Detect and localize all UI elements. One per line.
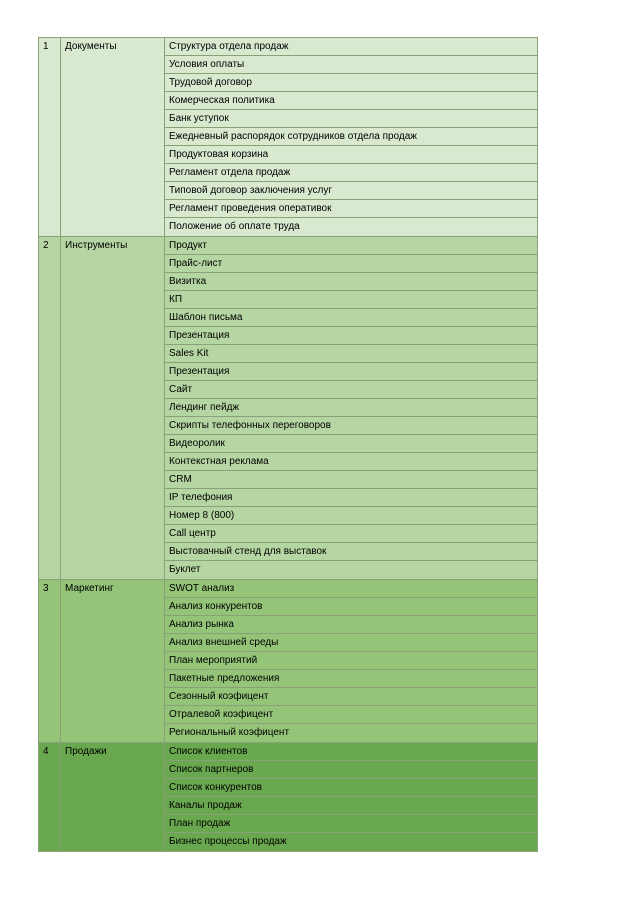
table-row: Регламент отдела продаж <box>165 164 537 182</box>
table-row: Список клиентов <box>165 743 537 761</box>
section-1 <box>38 37 538 237</box>
table-row: Структура отдела продаж <box>165 38 537 56</box>
table-row: Сайт <box>165 381 537 399</box>
table-row: Call центр <box>165 525 537 543</box>
table-row: Sales Kit <box>165 345 537 363</box>
section-category: Инструменты <box>61 237 165 579</box>
table-row: Анализ конкурентов <box>165 598 537 616</box>
table-row: Шаблон письма <box>165 309 537 327</box>
table-row: Визитка <box>165 273 537 291</box>
section-4 <box>38 743 538 852</box>
table-row: Условия оплаты <box>165 56 537 74</box>
section-2 <box>38 237 538 580</box>
table-row: Контекстная реклама <box>165 453 537 471</box>
table-row: Анализ рынка <box>165 616 537 634</box>
table-row: CRM <box>165 471 537 489</box>
table-row: Каналы продаж <box>165 797 537 815</box>
section-number: 3 <box>38 580 61 742</box>
table-row: Ежедневный распорядок сотрудников отдела продаж <box>165 128 537 146</box>
section-items <box>165 38 538 236</box>
table-row: Пакетные предложения <box>165 670 537 688</box>
table-row: Положение об оплате труда <box>169 221 300 232</box>
table-row: SWOT анализ <box>165 580 537 598</box>
table-row: Регламент проведения оперативок <box>165 200 537 218</box>
table-row: Презентация <box>165 327 537 345</box>
table-row: План продаж <box>165 815 537 833</box>
table-row: План мероприятий <box>165 652 537 670</box>
table-row: Трудовой договор <box>165 74 537 92</box>
section-3 <box>38 580 538 743</box>
table-row: КП <box>165 291 537 309</box>
table-row: Сезонный коэфицент <box>165 688 537 706</box>
table-row: Лендинг пейдж <box>165 399 537 417</box>
section-number: 4 <box>38 743 61 851</box>
table-row: Презентация <box>165 363 537 381</box>
section-items <box>165 237 538 579</box>
table-row: Список партнеров <box>165 761 537 779</box>
table-row: Банк уступок <box>165 110 537 128</box>
section-number: 2 <box>38 237 61 579</box>
table-row: Список конкурентов <box>165 779 537 797</box>
table-row: Продукт <box>165 237 537 255</box>
table-row: Бизнес процессы продаж <box>169 836 287 847</box>
table-row: Региональный коэфицент <box>169 727 290 738</box>
table-row: IP телефония <box>165 489 537 507</box>
table-row: Анализ внешней среды <box>165 634 537 652</box>
table-row: Буклет <box>169 564 201 575</box>
table-row: Скрипты телефонных переговоров <box>165 417 537 435</box>
section-items <box>165 580 538 742</box>
table-row: Отралевой коэфицент <box>165 706 537 724</box>
table-row: Выстовачный стенд для выставок <box>165 543 537 561</box>
table-row: Видеоролик <box>165 435 537 453</box>
table-row: Типовой договор заключения услуг <box>165 182 537 200</box>
table-row: Прайс-лист <box>165 255 537 273</box>
section-items <box>165 743 538 851</box>
table-row: Продуктовая корзина <box>165 146 537 164</box>
table-row: Номер 8 (800) <box>165 507 537 525</box>
section-category: Документы <box>61 38 165 236</box>
table-row: Комерческая политика <box>165 92 537 110</box>
section-category: Маркетинг <box>61 580 165 742</box>
section-number: 1 <box>38 38 61 236</box>
document-table <box>38 37 538 852</box>
section-category: Продажи <box>61 743 165 851</box>
